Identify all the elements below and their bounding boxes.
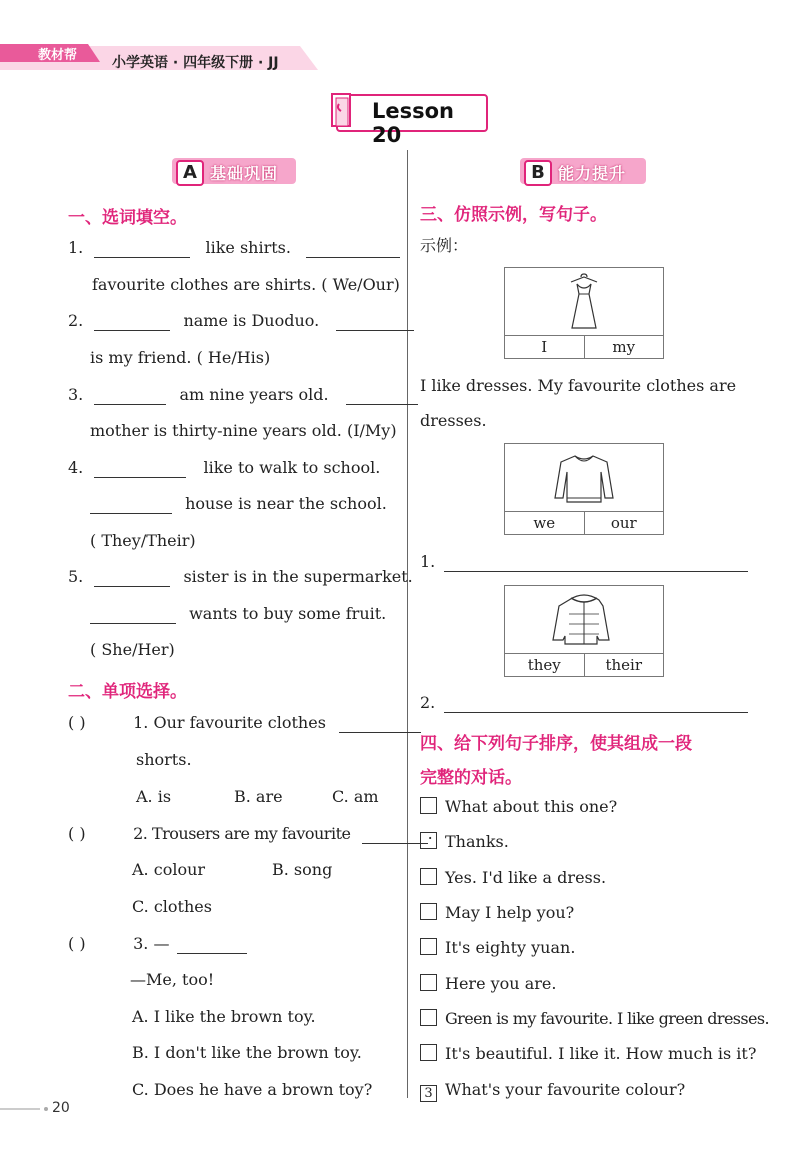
q4-text: like to walk to school. (203, 458, 381, 477)
q4-blank2[interactable] (90, 497, 172, 514)
mc1-option-b[interactable]: B. are (234, 787, 283, 806)
section4-title-line2: 完整的对话。 (420, 768, 522, 788)
mc2-answer-paren[interactable]: ( ) (68, 824, 86, 843)
dialog-text: What about this one? (445, 797, 618, 816)
badge-label-b: 能力提升 (558, 164, 627, 183)
ans2-blank[interactable] (444, 696, 748, 713)
dialog-item (420, 974, 556, 994)
brand-label: 教材帮 (38, 48, 78, 63)
book-title: 小学英语 · 四年级下册 · JJ (112, 55, 279, 71)
lesson-title: Lesson 20 (372, 99, 455, 147)
dialog-item (420, 1044, 756, 1064)
page-number: 20 (52, 1100, 70, 1116)
q4-text2: house is near the school. (185, 494, 387, 513)
mc3-line1 (68, 934, 247, 954)
mc3-option-a[interactable]: A. I like the brown toy. (132, 1007, 316, 1026)
sweater-icon (505, 444, 663, 510)
order-checkbox[interactable] (420, 1044, 437, 1061)
mc1-blank[interactable] (339, 716, 421, 733)
image-box-2 (504, 585, 664, 677)
example-label: 示例： (420, 236, 469, 255)
mc2-line1 (68, 824, 433, 844)
q2-text: name is Duoduo. (183, 311, 320, 330)
badge-letter-b: B (524, 160, 552, 186)
dialog-text: What's your favourite colour? (445, 1080, 686, 1099)
mc2-stem: 2. Trousers are my favourite (133, 824, 351, 843)
q5-text2: wants to buy some fruit. (189, 604, 387, 623)
footer-dot (44, 1107, 48, 1111)
book-icon (330, 92, 354, 130)
mc3-reply: —Me, too! (130, 970, 215, 989)
dialog-item (420, 868, 606, 888)
dialog-item (420, 903, 574, 923)
box1-cell-2: our (584, 512, 664, 534)
section3-title: 三、仿照示例，写句子。 (420, 205, 607, 225)
dialog-text: Thanks. (445, 832, 509, 851)
dialog-text: It's beautiful. I like it. How much is it? (445, 1044, 757, 1063)
image-box-1 (504, 443, 664, 535)
mc1-option-c[interactable]: C. am (332, 787, 379, 806)
q4-line1 (68, 458, 380, 478)
dialog-text: It's eighty yuan. (445, 938, 576, 957)
dress-icon (505, 268, 663, 334)
mc3-blank[interactable] (177, 937, 247, 954)
order-checkbox[interactable] (420, 797, 437, 814)
mc3-stem: 3. — (133, 934, 170, 953)
lesson-title-box (336, 94, 488, 147)
mc3-answer-paren[interactable]: ( ) (68, 934, 86, 953)
q2-blank1[interactable] (94, 314, 170, 331)
mc1-answer-paren[interactable]: ( ) (68, 713, 86, 732)
dialog-item (420, 797, 617, 817)
ans1-number: 1. (420, 552, 436, 571)
example-sentence-line1: I like dresses. My favourite clothes are (420, 376, 737, 395)
mc2-option-a[interactable]: A. colour (132, 860, 206, 879)
q5-blank1[interactable] (94, 570, 170, 587)
badge-letter-a: A (176, 160, 204, 186)
q4-number: 4. (68, 458, 84, 477)
section4-title-line1: 四、给下列句子排序，使其组成一段 (420, 734, 692, 754)
example-cell-2: my (584, 336, 664, 358)
ans1-blank[interactable] (444, 555, 748, 572)
q5-text: sister is in the supermarket. (183, 567, 413, 586)
dialog-item (420, 938, 575, 958)
q1-line2: favourite clothes are shirts. ( We/Our) (92, 275, 400, 294)
q2-number: 2. (68, 311, 84, 330)
section-a-badge (172, 158, 296, 184)
mc1-line1 (68, 713, 421, 733)
q4-blank1[interactable] (94, 461, 186, 478)
mc2-blank[interactable] (362, 827, 428, 844)
q3-blank2[interactable] (346, 388, 418, 405)
q5-line3: ( She/Her) (90, 640, 175, 659)
q1-number: 1. (68, 238, 84, 257)
order-checkbox[interactable]: 3 (420, 1085, 437, 1102)
q4-line3: ( They/Their) (90, 531, 196, 550)
dialog-text: Here you are. (445, 974, 557, 993)
q3-line2: mother is thirty-nine years old. (I/My) (90, 421, 397, 440)
order-checkbox[interactable] (420, 868, 437, 885)
q1-text: like shirts. (205, 238, 291, 257)
mc3-option-c[interactable]: C. Does he have a brown toy? (132, 1080, 373, 1099)
q3-blank1[interactable] (94, 388, 166, 405)
example-cell-1: I (541, 338, 548, 356)
footer-rule (0, 1108, 40, 1110)
q2-line1 (68, 311, 414, 331)
ans2-number: 2. (420, 693, 436, 712)
order-checkbox[interactable] (420, 1009, 437, 1026)
q1-line1 (68, 238, 400, 258)
mc2-option-c[interactable]: C. clothes (132, 897, 212, 916)
mc1-stem: 1. Our favourite clothes (133, 713, 326, 732)
dialog-item (420, 832, 509, 852)
q3-number: 3. (68, 385, 84, 404)
section-b-badge (520, 158, 646, 184)
box2-cell-2: their (584, 654, 664, 676)
dialog-text: Yes. I'd like a dress. (445, 868, 607, 887)
example-image-box (504, 267, 664, 359)
section1-title: 一、选词填空。 (68, 208, 187, 228)
q2-blank2[interactable] (336, 314, 414, 331)
dialog-item (420, 1080, 685, 1102)
header-ribbon (0, 44, 320, 72)
mc3-option-b[interactable]: B. I don't like the brown toy. (132, 1043, 362, 1062)
q2-line2: is my friend. ( He/His) (90, 348, 271, 367)
dialog-item (420, 1009, 769, 1029)
dialog-text: May I help you? (445, 903, 575, 922)
mc2-option-b[interactable]: B. song (272, 860, 333, 879)
order-checkbox[interactable] (420, 832, 437, 849)
q1-blank1[interactable] (94, 241, 190, 258)
order-checkbox[interactable] (420, 903, 437, 920)
q5-line1 (68, 567, 413, 587)
q5-blank2[interactable] (90, 607, 176, 624)
section2-title: 二、单项选择。 (68, 682, 187, 702)
q4-line2 (90, 494, 387, 514)
box2-cell-1: they (527, 656, 561, 674)
order-checkbox[interactable] (420, 974, 437, 991)
answer-line-2 (420, 693, 748, 713)
q1-blank2[interactable] (306, 241, 400, 258)
example-sentence-line2: dresses. (420, 411, 487, 430)
mc1-stem2: shorts. (136, 750, 192, 769)
mc1-option-a[interactable]: A. is (136, 787, 172, 806)
q3-line1 (68, 385, 418, 405)
coat-icon (505, 586, 663, 652)
dialog-text: Green is my favourite. I like green dresses. (445, 1009, 769, 1028)
badge-label-a: 基础巩固 (210, 164, 279, 183)
q5-line2 (90, 604, 386, 624)
q5-number: 5. (68, 567, 84, 586)
order-checkbox[interactable] (420, 938, 437, 955)
answer-line-1 (420, 552, 748, 572)
mc2-period: . (427, 824, 433, 843)
box1-cell-1: we (533, 514, 556, 532)
q3-text: am nine years old. (179, 385, 329, 404)
column-divider (407, 150, 408, 1098)
